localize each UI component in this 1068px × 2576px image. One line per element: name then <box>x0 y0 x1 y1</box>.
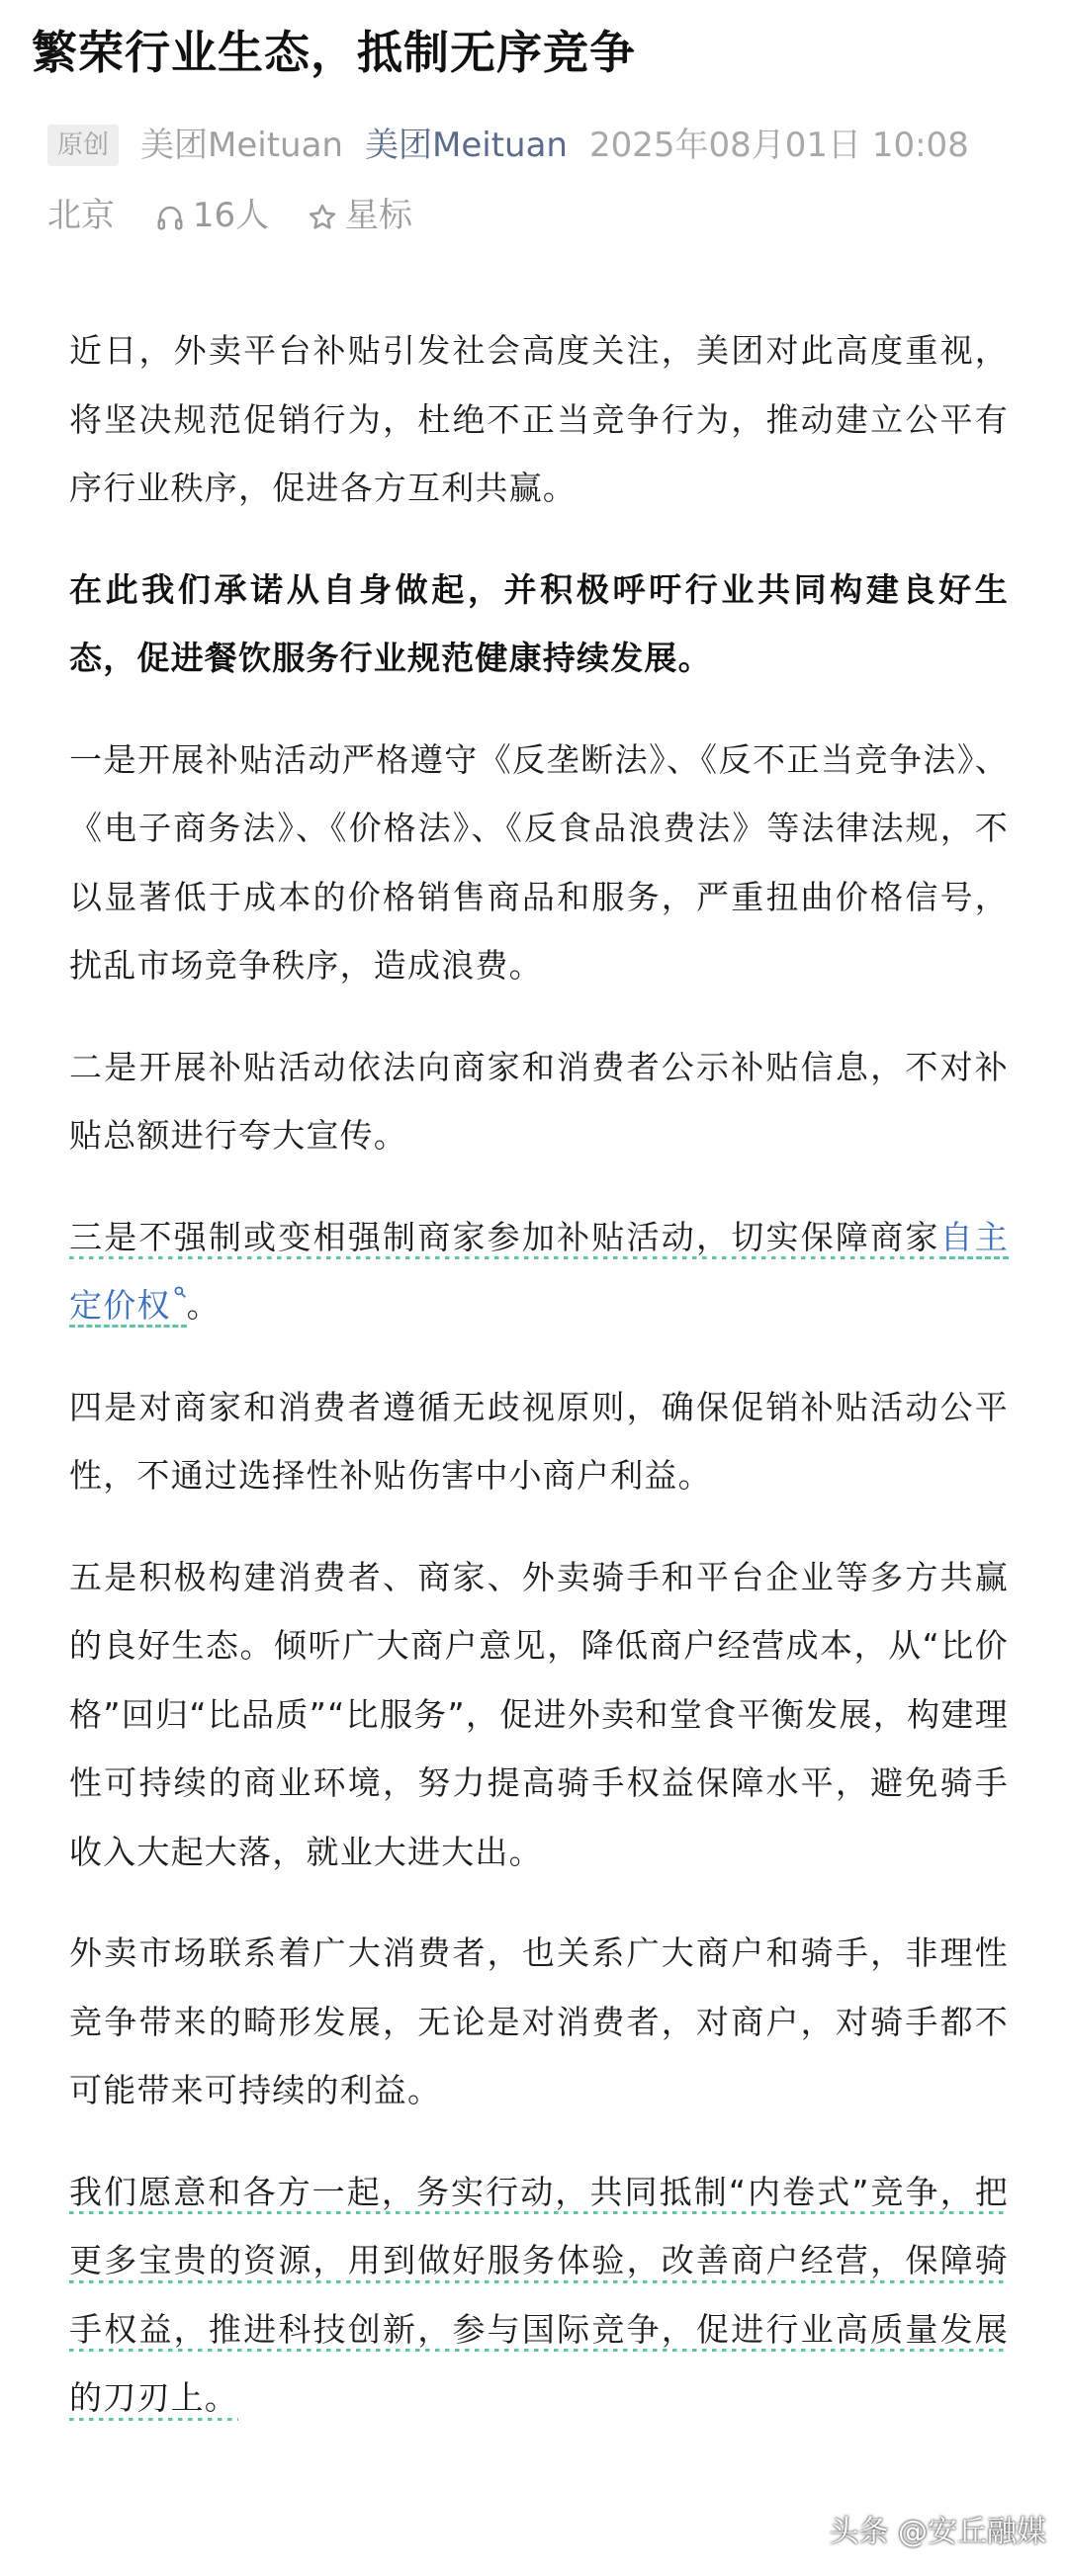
paragraph-commitment: 在此我们承诺从自身做起，并积极呼吁行业共同构建良好生态，促进餐饮服务行业规范健康持续发展。 <box>69 569 1009 677</box>
paragraph-point-3 <box>69 1203 1009 1340</box>
original-badge: 原创 <box>47 125 119 166</box>
publish-date: 2025年08月01日 10:08 <box>588 126 969 165</box>
star-icon <box>308 203 337 232</box>
star-button[interactable] <box>308 191 412 240</box>
paragraph-point-1: 一是开展补贴活动严格遵守《反垄断法》、《反不正当竞争法》、《电子商务法》、《价格法》、《反食品浪费法》等法律法规，不以显著低于成本的价格销售商品和服务，严重扭曲价格信号，扰乱市场竞争秩序，造成浪费。 <box>69 739 1009 985</box>
author-name[interactable]: 美团Meituan <box>140 126 343 165</box>
paragraph-intro: 近日，外卖平台补贴引发社会高度关注，美团对此高度重视，将坚决规范促销行为，杜绝不正当竞争行为，推动建立公平有序行业秩序，促进各方互利共赢。 <box>69 331 1009 507</box>
article-body <box>69 316 1009 2465</box>
paragraph-market: 外卖市场联系着广大消费者，也关系广大商户和骑手，非理性竞争带来的畸形发展，无论是对消费者，对商户，对骑手都不可能带来可持续的利益。 <box>69 1933 1009 2109</box>
search-link-label: 自主定价权 <box>69 1217 1010 1325</box>
source-watermark: 头条 @安丘融媒 <box>829 2515 1046 2549</box>
search-icon <box>173 1285 187 1299</box>
underlined-text-closing: 我们愿意和各方一起，务实行动，共同抵制“内卷式”竞争，把更多宝贵的资源，用到做好服务体验，改善商户经营，保障骑手权益，推进科技创新，参与国际竞争，促进行业高质量发展的刀刃上。 <box>69 2173 1009 2424</box>
publish-location: 北京 <box>47 196 115 235</box>
article-title: 繁荣行业生态，抵制无序竞争 <box>32 26 636 79</box>
paragraph-point-5: 五是积极构建消费者、商家、外卖骑手和平台企业等多方共赢的良好生态。倾听广大商户意见，降低商户经营成本，从“比价格”回归“比品质”“比服务”，促进外卖和堂食平衡发展，构建理性可持续的商业环境，努力提高骑手权益保障水平，避免骑手收入大起大落，就业大进大出。 <box>69 1557 1009 1871</box>
article-meta-row-2 <box>47 191 1046 240</box>
listen-button[interactable] <box>155 191 269 240</box>
listen-count: 16人 <box>192 196 270 235</box>
paragraph-point-4: 四是对商家和消费者遵循无歧视原则，确保促销补贴活动公平性，不通过选择性补贴伤害中小商户利益。 <box>69 1387 1009 1495</box>
paragraph-point-2: 二是开展补贴活动依法向商家和消费者公示补贴信息，不对补贴总额进行夸大宣传。 <box>69 1047 1009 1155</box>
account-name-link[interactable]: 美团Meituan <box>364 126 568 165</box>
headphones-icon <box>155 203 185 232</box>
paragraph-closing <box>69 2158 1009 2433</box>
article-meta-row <box>47 121 1046 170</box>
star-label: 星标 <box>344 196 412 235</box>
underlined-text: 三是不强制或变相强制商家参加补贴活动，切实保障商家 <box>69 1218 940 1262</box>
paragraph-end-mark: 。 <box>186 1286 221 1325</box>
